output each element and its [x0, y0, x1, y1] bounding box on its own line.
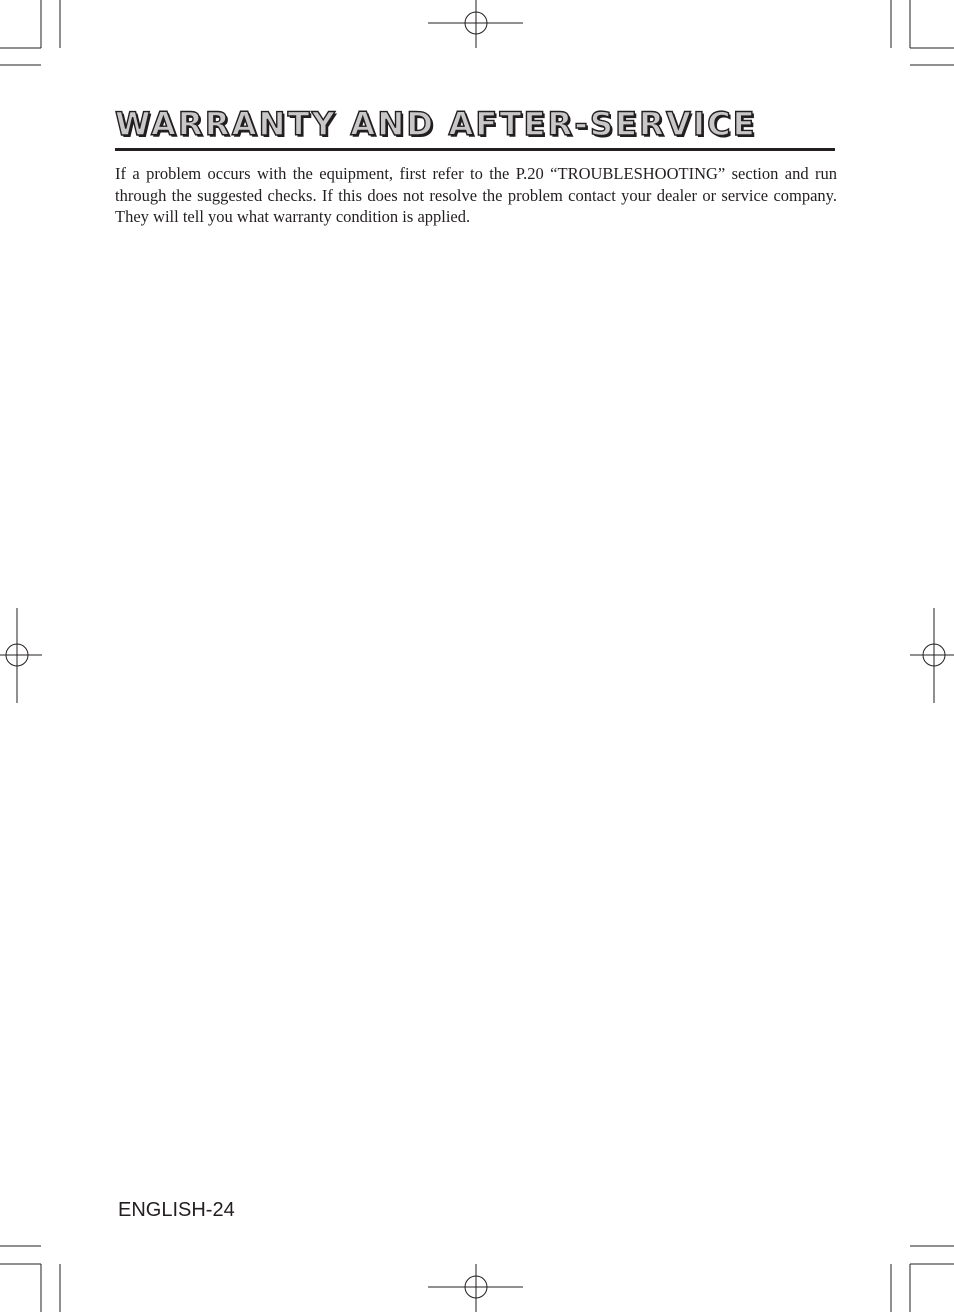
- warranty-paragraph: If a problem occurs with the equipment, first refer to the P.20 “TROUBLESHOOTING” section and run through the suggested checks. If this does not resolve the problem contact your dealer or service company. They will tell you what warranty condition is applied.: [115, 164, 837, 226]
- page-title: WARRANTY AND AFTER-SERVICE: [115, 105, 757, 143]
- title-underline: [115, 148, 835, 151]
- page-number: ENGLISH-24: [118, 1199, 235, 1221]
